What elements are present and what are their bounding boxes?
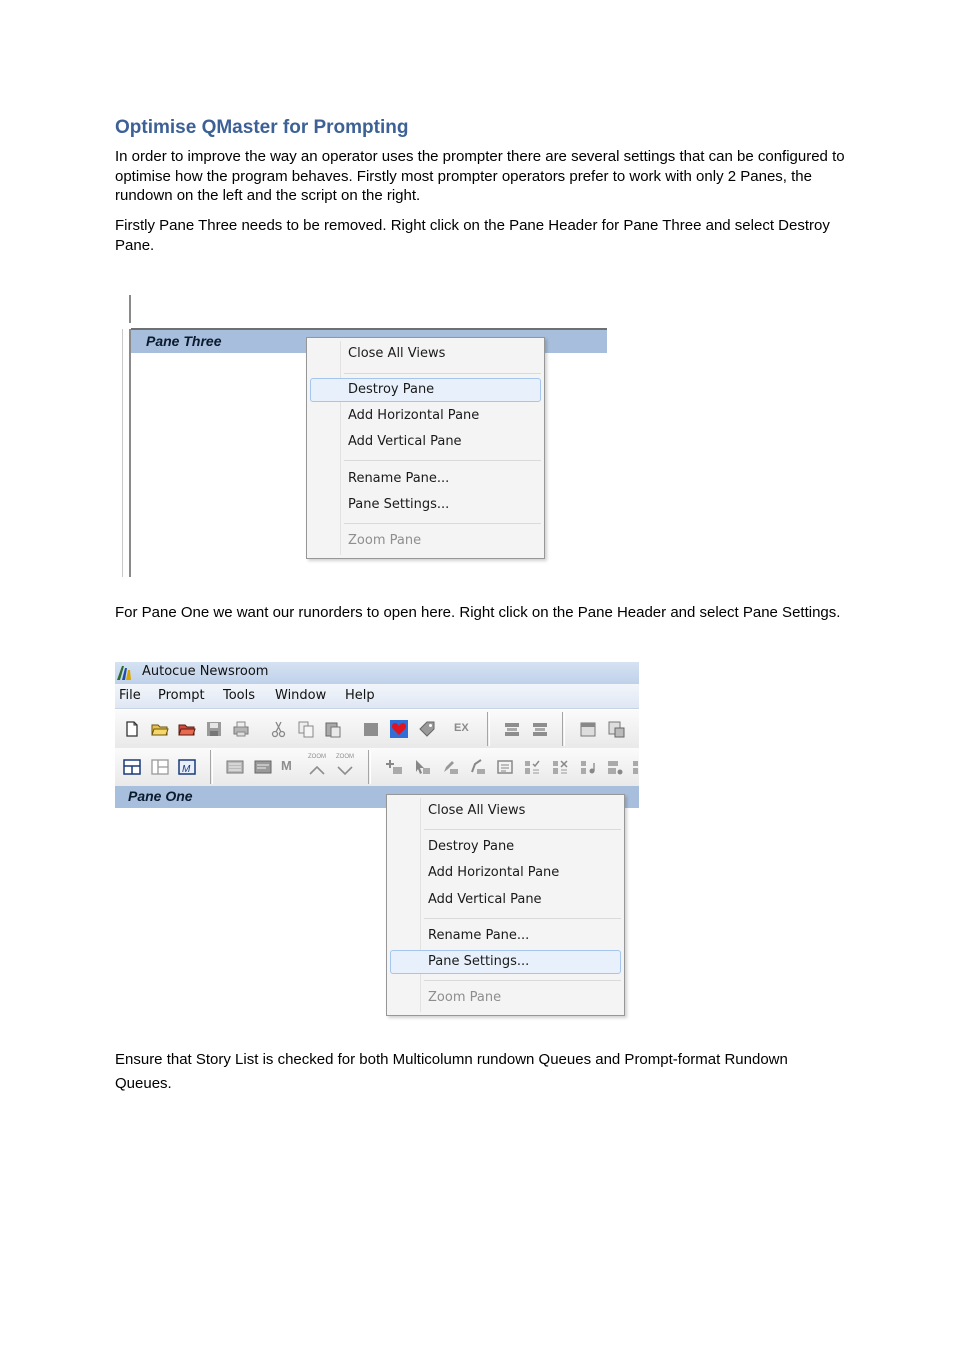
- menu-separator: [424, 829, 621, 830]
- layout-grid-icon[interactable]: [151, 758, 169, 776]
- menu-item-rename-pane[interactable]: Rename Pane...: [348, 471, 450, 486]
- cut-icon[interactable]: [270, 720, 288, 738]
- edit-story-icon[interactable]: [441, 758, 459, 776]
- intro-paragraph: In order to improve the way an operator uses the prompter there are several settings that can be configured to optimise how the program behaves. Firstly most prompter operators prefer to work with only 2 Panes, the rundown on the left and the script on the right.: [115, 148, 845, 204]
- menu-item-pane-settings[interactable]: Pane Settings...: [348, 497, 450, 512]
- menu-separator: [344, 523, 541, 524]
- pane-header-title: Pane One: [128, 788, 193, 804]
- menu-item-destroy-pane[interactable]: Destroy Pane: [428, 839, 515, 854]
- menu-bar: [115, 684, 639, 709]
- copy-icon[interactable]: [297, 720, 315, 738]
- zoom-in-icon[interactable]: ZOOM: [308, 754, 326, 760]
- save-icon[interactable]: [205, 720, 223, 738]
- menu-item-close-all-views[interactable]: Close All Views: [428, 803, 526, 818]
- queue-alt-icon[interactable]: [531, 720, 549, 738]
- paste-icon[interactable]: [324, 720, 342, 738]
- export-ex-icon[interactable]: EX: [454, 722, 469, 734]
- calendar-icon[interactable]: [579, 720, 597, 738]
- story-music-icon[interactable]: [606, 758, 624, 776]
- toolbar-separator: [210, 750, 213, 784]
- context-menu: [306, 337, 545, 559]
- story-list-icon[interactable]: [226, 758, 244, 776]
- select-story-icon[interactable]: [413, 758, 431, 776]
- toolbar-separator: [562, 712, 565, 746]
- queue-icon[interactable]: [503, 720, 521, 738]
- menu-window[interactable]: Window: [275, 688, 327, 703]
- add-story-icon[interactable]: [385, 758, 403, 776]
- mark-story-icon[interactable]: [468, 758, 486, 776]
- view-toolbar: [115, 748, 639, 787]
- story-audio-icon[interactable]: [579, 758, 597, 776]
- layout-split-icon[interactable]: [123, 758, 141, 776]
- pane-border-outer: [122, 329, 123, 577]
- menu-file[interactable]: File: [119, 688, 141, 703]
- zoom-in-chevron-icon: [308, 764, 326, 776]
- multicolumn-view-icon[interactable]: [178, 758, 196, 776]
- zoom-out-icon[interactable]: ZOOM: [336, 754, 354, 760]
- pane-settings-instruction: For Pane One we want our runorders to open here. Right click on the Pane Header and select Pane Settings.: [115, 604, 841, 621]
- pane-header-title: Pane Three: [146, 333, 222, 349]
- story-list-instruction: Ensure that Story List is checked for both Multicolumn rundown Queues and Prompt-format Rundown Queues.: [115, 1051, 788, 1092]
- tag-icon[interactable]: [418, 720, 436, 738]
- toolbar-overflow-icon[interactable]: [632, 758, 639, 776]
- new-document-icon[interactable]: [123, 720, 141, 738]
- open-folder-icon[interactable]: [151, 720, 169, 738]
- menu-separator: [344, 373, 541, 374]
- screenshot-pane-three-context-menu: [122, 293, 608, 579]
- app-logo-icon: [116, 664, 133, 681]
- mark-icon[interactable]: M: [281, 758, 292, 773]
- menu-prompt[interactable]: Prompt: [158, 688, 205, 703]
- open-remote-folder-icon[interactable]: [178, 720, 196, 738]
- menu-item-add-horizontal-pane[interactable]: Add Horizontal Pane: [348, 408, 480, 423]
- menu-item-zoom-pane: Zoom Pane: [428, 990, 502, 1005]
- menu-item-close-all-views[interactable]: Close All Views: [348, 346, 446, 361]
- favourite-heart-icon[interactable]: [390, 720, 408, 738]
- menu-separator: [424, 980, 621, 981]
- menu-item-rename-pane[interactable]: Rename Pane...: [428, 928, 530, 943]
- menu-item-zoom-pane: Zoom Pane: [348, 533, 422, 548]
- toolbar-separator: [487, 712, 490, 746]
- uncheck-story-icon[interactable]: [551, 758, 569, 776]
- story-properties-icon[interactable]: [496, 758, 514, 776]
- screenshot-autocue-newsroom: [115, 662, 639, 1017]
- print-icon[interactable]: [232, 720, 250, 738]
- menu-item-destroy-pane[interactable]: Destroy Pane: [310, 378, 541, 402]
- window-edge: [129, 295, 131, 323]
- main-toolbar: [115, 710, 639, 749]
- check-story-icon[interactable]: [523, 758, 541, 776]
- context-menu: [386, 794, 625, 1016]
- menu-item-add-horizontal-pane[interactable]: Add Horizontal Pane: [428, 865, 560, 880]
- window-title: Autocue Newsroom: [142, 664, 269, 679]
- menu-item-add-vertical-pane[interactable]: Add Vertical Pane: [348, 434, 462, 449]
- svg-text:M: M: [182, 764, 191, 775]
- toolbar-separator: [368, 750, 371, 784]
- properties-icon[interactable]: [607, 720, 625, 738]
- menu-separator: [424, 918, 621, 919]
- window-titlebar: [115, 662, 639, 684]
- pane-border: [129, 329, 131, 577]
- stop-icon[interactable]: [362, 720, 380, 738]
- menu-item-pane-settings[interactable]: Pane Settings...: [390, 950, 621, 974]
- menu-separator: [344, 460, 541, 461]
- menu-help[interactable]: Help: [345, 688, 375, 703]
- menu-item-add-vertical-pane[interactable]: Add Vertical Pane: [428, 892, 542, 907]
- menu-tools[interactable]: Tools: [223, 688, 256, 703]
- destroy-pane-instruction: Firstly Pane Three needs to be removed. Right click on the Pane Header for Pane Three and select Destroy Pane.: [115, 217, 830, 254]
- section-heading: Optimise QMaster for Prompting: [115, 117, 409, 138]
- zoom-out-chevron-icon: [336, 764, 354, 776]
- script-view-icon[interactable]: [254, 758, 272, 776]
